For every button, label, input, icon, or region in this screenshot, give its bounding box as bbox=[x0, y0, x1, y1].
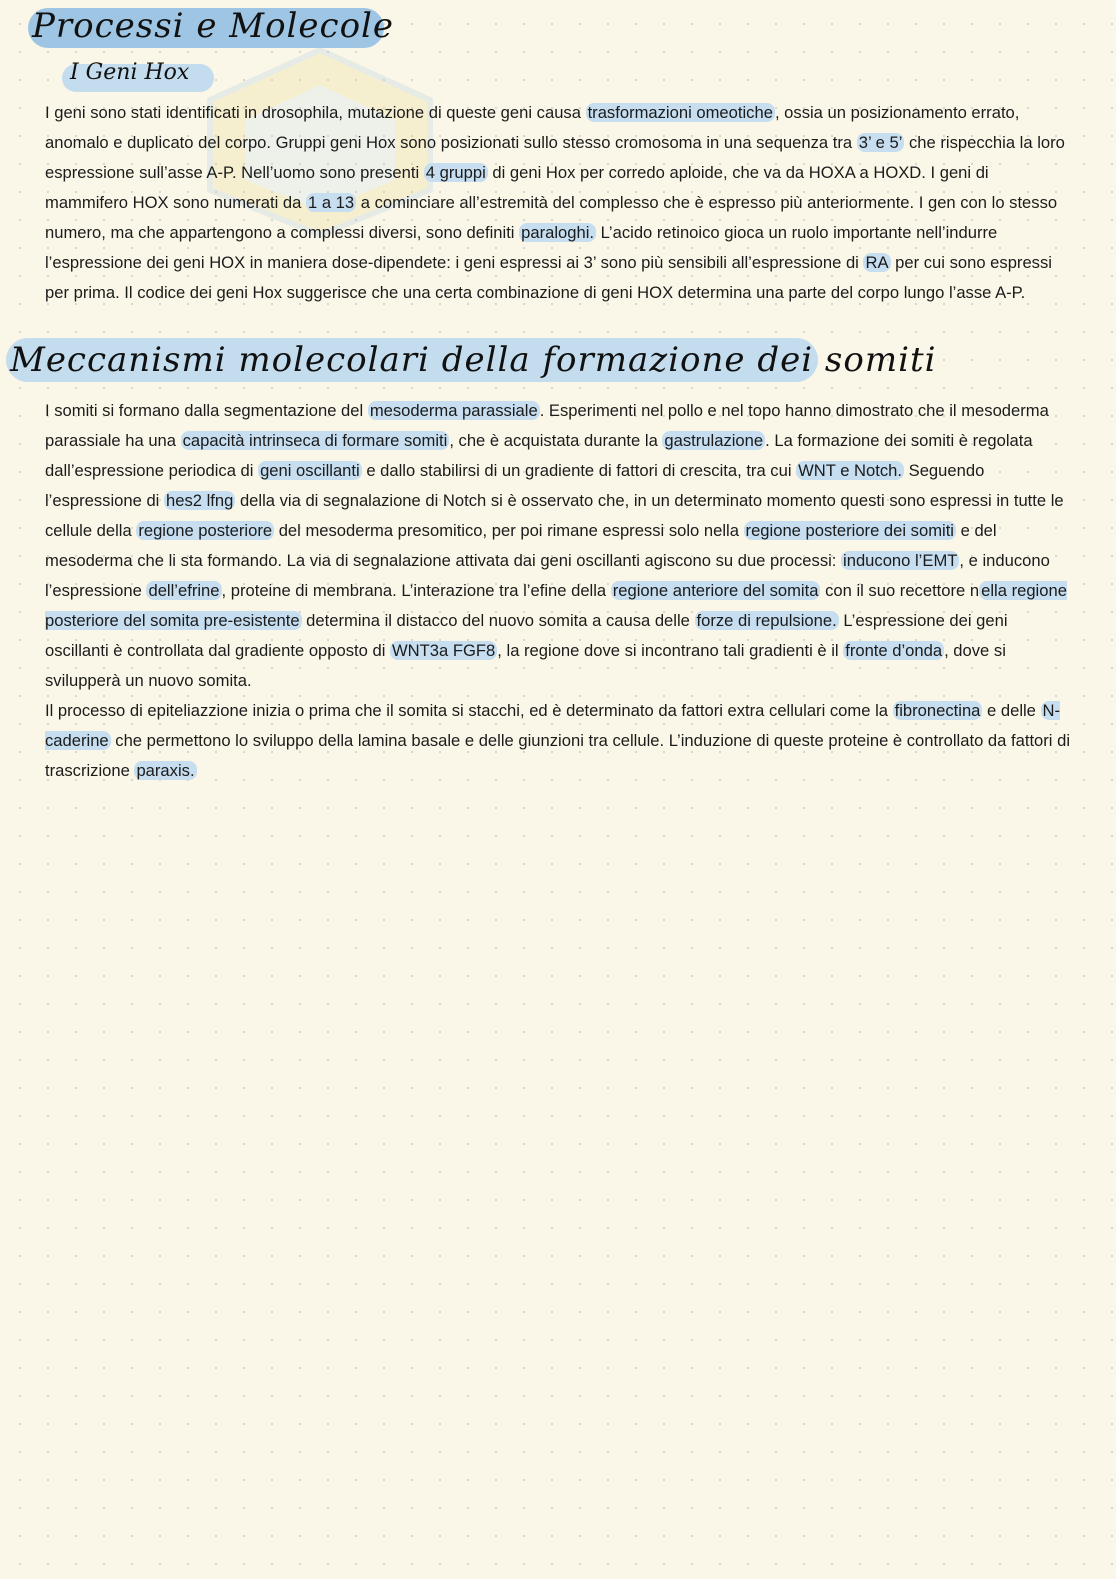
highlighted-text: WNT e Notch. bbox=[798, 461, 903, 480]
highlighted-text: 4 gruppi bbox=[425, 163, 486, 182]
highlighted-text: N-caderine bbox=[45, 701, 1061, 750]
highlighted-text: RA bbox=[865, 253, 889, 272]
text-run: , ossia un posizionamento errato, anomalo e duplicato del corpo. Gruppi geni Hox sono posizionati sullo stesso cromosoma in una sequenza tra bbox=[45, 103, 1020, 152]
text-run: che permettono lo sviluppo della lamina basale e delle giunzioni tra cellule. L’induzione di queste proteine è controllato da fattori di trascrizione bbox=[45, 731, 1071, 780]
highlighted-text: capacità intrinseca di formare somiti bbox=[182, 431, 448, 450]
highlighted-text: ella regione posteriore del somita pre-esistente bbox=[45, 581, 1067, 630]
text-run: di geni Hox per corredo aploide, che va da HOXA a HOXD. I geni di mammifero HOX sono numerati da bbox=[45, 163, 989, 212]
highlighted-text: WNT3a FGF8 bbox=[392, 641, 496, 660]
paragraph-somiti bbox=[45, 396, 1075, 786]
text-run: e delle bbox=[982, 701, 1041, 720]
text-run: , e inducono l’espressione bbox=[45, 551, 1050, 600]
text-run: determina il distacco del nuovo somita a causa delle bbox=[301, 611, 695, 630]
highlighted-text: regione posteriore bbox=[138, 521, 273, 540]
text-run: del mesoderma presomitico, per poi rimane espressi solo nella bbox=[274, 521, 744, 540]
text-run: Il processo di epiteliazzione inizia o prima che il somita si stacchi, ed è determinato da fattori extra cellulari come la bbox=[45, 701, 893, 720]
highlighted-text: hes2 lfng bbox=[165, 491, 234, 510]
highlighted-text: fronte d’onda bbox=[845, 641, 943, 660]
text-run: e del mesoderma che li sta formando. La via di segnalazione attivata dai geni oscillanti agiscono su due processi: bbox=[45, 521, 997, 570]
text-run: . Esperimenti nel pollo e nel topo hanno dimostrato che il mesoderma parassiale ha una bbox=[45, 401, 1049, 450]
text-run: e dallo stabilirsi di un gradiente di fattori di crescita, tra cui bbox=[361, 461, 797, 480]
text-run: , dove si svilupperà un nuovo somita. bbox=[45, 641, 1006, 690]
highlighted-text: forze di repulsione. bbox=[696, 611, 837, 630]
text-run: L’acido retinoico gioca un ruolo importante nell’indurre l’espressione dei geni HOX in maniera dose-dipendete: i geni espressi ai 3’ sono più sensibili all’espressione di bbox=[45, 223, 998, 272]
text-run: con il suo recettore n bbox=[820, 581, 980, 600]
paragraph-hox bbox=[45, 98, 1075, 308]
text-run: , la regione dove si incontrano tali gradienti è il bbox=[497, 641, 844, 660]
highlighted-text: mesoderma parassiale bbox=[369, 401, 538, 420]
highlighted-text: gastrulazione bbox=[664, 431, 764, 450]
text-run: che rispecchia la loro espressione sull’asse A-P. Nell’uomo sono presenti bbox=[45, 133, 1065, 182]
text-run: Seguendo l’espressione di bbox=[45, 461, 985, 510]
highlighted-text: regione posteriore dei somiti bbox=[745, 521, 954, 540]
text-run: I somiti si formano dalla segmentazione del bbox=[45, 401, 368, 420]
highlighted-text: dell’efrine bbox=[148, 581, 220, 600]
text-run: per cui sono espressi per prima. Il codice dei geni Hox suggerisce che una certa combinazione di geni HOX determina una parte del corpo lungo l’asse A-P. bbox=[45, 253, 1052, 302]
section-title: Meccanismi molecolari della formazione dei somiti bbox=[10, 340, 937, 380]
highlighted-text: geni oscillanti bbox=[260, 461, 360, 480]
subtitle: I Geni Hox bbox=[70, 60, 190, 85]
highlighted-text: inducono l’EMT bbox=[843, 551, 958, 570]
highlighted-text: 3’ e 5’ bbox=[858, 133, 903, 152]
highlighted-text: paraxis. bbox=[136, 761, 195, 780]
text-run: , che è acquistata durante la bbox=[449, 431, 663, 450]
text-run: L’espressione dei geni oscillanti è controllata dal gradiente opposto di bbox=[45, 611, 1008, 660]
text-run: della via di segnalazione di Notch si è osservato che, in un determinato momento questi sono espressi in tutte le cellule della bbox=[45, 491, 1064, 540]
highlighted-text: paraloghi. bbox=[521, 223, 594, 242]
text-run: , proteine di membrana. L’interazione tra l’efine della bbox=[221, 581, 611, 600]
highlighted-text: 1 a 13 bbox=[308, 193, 355, 212]
text-run: I geni sono stati identificati in drosophila, mutazione di queste geni causa bbox=[45, 103, 586, 122]
highlighted-text: fibronectina bbox=[894, 701, 981, 720]
page-title: Processi e Molecole bbox=[32, 6, 395, 46]
highlighted-text: regione anteriore del somita bbox=[612, 581, 819, 600]
text-run: a cominciare all’estremità del complesso che è espresso più anteriormente. I gen con lo stesso numero, ma che appartengono a complessi diversi, sono definiti bbox=[45, 193, 1058, 242]
text-run: . La formazione dei somiti è regolata dall’espressione periodica di bbox=[45, 431, 1033, 480]
highlighted-text: trasformazioni omeotiche bbox=[587, 103, 773, 122]
